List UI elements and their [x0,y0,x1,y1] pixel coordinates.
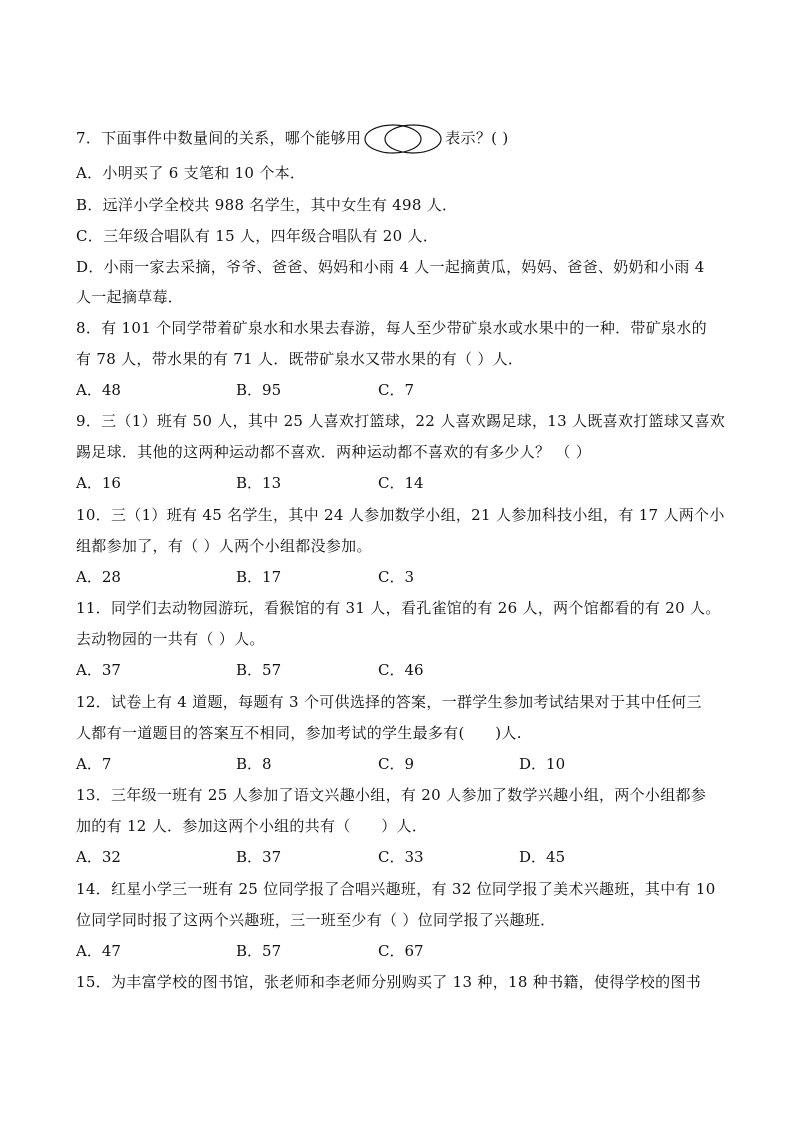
question-10-option-a: A．28 [76,568,121,586]
question-7-stem [76,124,509,154]
question-12-line-2: 人都有一道题目的答案互不相同，参加考试的学生最多有( )人. [76,724,522,742]
question-7-option-d: D．小雨一家去采摘，爷爷、爸爸、妈妈和小雨 4 人一起摘黄瓜，妈妈、爸爸、奶奶和小雨 4 [76,258,705,276]
question-15-line-1: 15．为丰富学校的图书馆，张老师和李老师分别购买了 13 种，18 种书籍，使得学校的图书 [76,973,702,991]
question-11-line-2: 去动物园的一共有（ ）人。 [76,630,265,648]
question-12-option-c: C．9 [378,755,415,773]
question-7-option-a: A．小明买了 6 支笔和 10 个本． [76,164,306,182]
question-9-line-2: 踢足球．其他的这两种运动都不喜欢．两种运动都不喜欢的有多少人？ （ ） [76,443,592,461]
question-8-line-1: 8．有 101 个同学带着矿泉水和水果去春游，每人至少带矿泉水或水果中的一种．带矿泉水的 [76,319,707,337]
question-8-option-b: B．95 [236,381,282,399]
question-9-option-b: B．13 [236,474,282,492]
question-14-option-a: A．47 [76,942,121,960]
question-7-option-c: C．三年级合唱队有 15 人，四年级合唱队有 20 人． [76,227,439,245]
question-11-line-1: 11．同学们去动物园游玩，看猴馆的有 31 人，看孔雀馆的有 26 人，两个馆都看的有 20 人。 [76,599,721,617]
question-7-stem-after: 表示？( ) [445,129,509,147]
question-8-option-a: A．48 [76,381,121,399]
question-10-option-c: C．3 [378,568,415,586]
question-14-option-c: C．67 [378,942,424,960]
question-8-option-c: C．7 [378,381,415,399]
question-9-option-a: A．16 [76,474,121,492]
question-12-line-1: 12．试卷上有 4 道题，每题有 3 个可供选择的答案，一群学生参加考试结果对于其中任何三 [76,693,702,711]
question-11-option-a: A．37 [76,661,121,679]
question-8-line-2: 有 78 人，带水果的有 71 人．既带矿泉水又带水果的有（ ）人． [76,350,524,368]
question-12-option-a: A．7 [76,755,112,773]
question-12-option-b: B．8 [236,755,272,773]
question-10-line-1: 10．三（1）班有 45 名学生，其中 24 人参加数学小组，21 人参加科技小组，有 17 人两个小 [76,506,725,524]
question-7-option-d-cont: 人一起摘草莓． [76,288,184,306]
question-9-option-c: C．14 [378,474,424,492]
question-12-option-d: D．10 [519,755,566,773]
question-13-option-c: C．33 [378,848,424,866]
question-11-option-b: B．57 [236,661,282,679]
question-10-option-b: B．17 [236,568,282,586]
question-9-line-1: 9．三（1）班有 50 人，其中 25 人喜欢打篮球，22 人喜欢踢足球，13 人既喜欢打篮球又喜欢 [76,412,726,430]
question-13-line-2: 加的有 12 人．参加这两个小组的共有（ ）人． [76,817,428,835]
question-13-option-a: A．32 [76,848,121,866]
question-13-line-1: 13．三年级一班有 25 人参加了语文兴趣小组，有 20 人参加了数学兴趣小组，两个小组都参 [76,786,707,804]
question-14-line-2: 位同学同时报了这两个兴趣班，三一班至少有（ ）位同学报了兴趣班． [76,911,556,929]
question-10-line-2: 组都参加了，有（ ）人两个小组都没参加。 [76,537,372,555]
question-7-stem-before: 7．下面事件中数量间的关系，哪个能够用 [76,129,362,147]
question-14-line-1: 14．红星小学三一班有 25 位同学报了合唱兴趣班，有 32 位同学报了美术兴趣班，其中有 10 [76,880,716,898]
question-13-option-b: B．37 [236,848,282,866]
question-13-option-d: D．45 [519,848,566,866]
question-11-option-c: C．46 [378,661,424,679]
question-14-option-b: B．57 [236,942,282,960]
venn-diagram-icon [363,124,443,154]
question-7-option-b: B．远洋小学全校共 988 名学生，其中女生有 498 人． [76,196,458,214]
